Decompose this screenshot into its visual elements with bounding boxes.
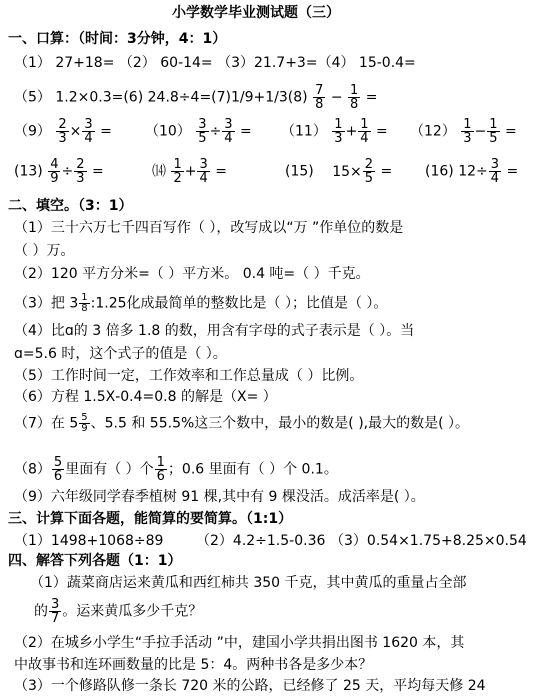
calc-item-1: （1）1498+1068÷89 <box>14 533 164 549</box>
equals-sign: = <box>100 123 112 140</box>
item-number: （12） <box>410 123 456 140</box>
equals-sign: = <box>506 163 519 180</box>
operator: + <box>184 163 197 180</box>
equals-sign: = <box>215 163 227 180</box>
fill-q8-prefix: （8） <box>14 461 51 478</box>
oral-row-1: （1） 27+18= （2） 60-14= （3）21.7+3=（4） 15-0.4= <box>14 55 416 71</box>
oral-item-10 <box>145 118 252 145</box>
fill-q3 <box>14 293 387 314</box>
fraction: $\frac{3}{7}$ <box>51 597 60 626</box>
fraction: $\frac{1}{8}$ <box>350 83 359 112</box>
item-number: (16) <box>425 163 454 180</box>
solve-p1-line-1: （1）蔬菜商店运来黄瓜和西红柿共 350 千克，其中黄瓜的重量占全部 <box>30 575 467 591</box>
operator: × <box>69 123 82 140</box>
oral-row-2-text: （5） 1.2×0.3=(6) 24.8÷4=(7)1/9+1/3(8) <box>14 89 308 106</box>
equals-sign: = <box>240 123 252 140</box>
item-number: （9） <box>14 123 51 140</box>
fill-q4-line-1: （4）比ɑ的 3 倍多 1.8 的数，用含有字母的式子表示是（ ）。当 <box>14 323 415 339</box>
fill-q6: （6）方程 1.5Ⅹ-0.4=0.8 的解是（Ⅹ= ） <box>14 389 277 405</box>
operator: − <box>474 123 487 140</box>
fraction: $\frac{2}{5}$ <box>364 157 374 186</box>
fill-q5: （5）工作时间一定，工作效率和工作总量成（ ）比例。 <box>14 368 364 384</box>
item-number: (15) <box>285 163 314 180</box>
solve-p1-suffix: 。运来黄瓜多少千克？ <box>62 603 203 620</box>
fill-q3-prefix: （3）把 3 <box>14 295 79 312</box>
item-number: ⒁ <box>152 163 166 180</box>
operator: + <box>345 123 358 140</box>
fraction: $\frac{3}{4}$ <box>84 117 93 146</box>
fraction: $\frac{2}{3}$ <box>76 157 85 186</box>
fraction: $\frac{1}{3}$ <box>463 117 472 146</box>
fraction: $\frac{1}{4}$ <box>360 117 369 146</box>
section-heading-fill: 二、填空。（3：1） <box>8 198 133 214</box>
operator: − <box>330 89 343 106</box>
oral-item-15 <box>285 158 392 185</box>
fill-q7-prefix: （7）在 5 <box>14 415 79 432</box>
fraction: $\frac{1}{6}$ <box>156 455 165 484</box>
fraction: $\frac{5}{6}$ <box>53 455 63 484</box>
expression-prefix: 12÷ <box>458 163 488 180</box>
item-number: （10） <box>145 123 191 140</box>
fill-q7 <box>14 413 469 434</box>
fill-q4-line-2: ɑ=5.6 时，这个式子的值是（ ）。 <box>14 346 227 362</box>
fill-q8 <box>14 456 338 483</box>
fraction: $\frac{3}{4}$ <box>199 157 208 186</box>
oral-item-11 <box>281 118 388 145</box>
fraction: $\frac{1}{2}$ <box>173 157 182 186</box>
expression-prefix: 15× <box>332 163 362 180</box>
fraction: $\frac{3}{5}$ <box>198 117 207 146</box>
page-title: 小学数学毕业测试题（三） <box>172 5 340 21</box>
fill-q7-suffix: 、5.5 和 55.5%这三个数中，最小的数是( ),最大的数是( ）。 <box>90 415 470 432</box>
fill-q3-suffix: :1.25化成最简单的整数比是（ ）；比值是（ ）。 <box>90 295 388 312</box>
fraction: $\frac{5}{9}$ <box>81 412 88 434</box>
equals-sign: = <box>365 89 378 106</box>
fraction: $\frac{1}{5}$ <box>489 117 498 146</box>
calc-item-2: （2）4.2÷1.5-0.36 <box>196 533 326 549</box>
fraction: $\frac{3}{4}$ <box>490 157 500 186</box>
fill-q9: （9）六年级同学春季植树 91 棵,其中有 9 棵没活。成活率是( ）。 <box>14 489 425 505</box>
solve-p1-line-2 <box>34 598 202 625</box>
item-number: （11） <box>281 123 327 140</box>
equals-sign: = <box>505 123 517 140</box>
oral-item-16 <box>425 158 518 185</box>
fraction: $\frac{1}{3}$ <box>334 117 343 146</box>
fill-q8-middle: 里面有（ ）个 <box>65 461 154 478</box>
section-heading-oral: 一、口算：（时间：3分钟，4：1） <box>8 31 227 47</box>
fill-q2: （2）120 平方分米=（ ）平方米。 0.4 吨=（ ）千克。 <box>14 266 370 282</box>
solve-p2-line-1: （2）在城乡小学生“手拉手活动 ”中，建国小学共捐出图书 1620 本，其 <box>14 635 465 651</box>
section-heading-solve: 四、解答下列各题（1：1） <box>8 553 182 569</box>
fraction: $\frac{4}{9}$ <box>50 157 59 186</box>
solve-p2-line-2: 中故事书和连环画数量的比是 5：4。两种书各是多少本？ <box>14 657 373 673</box>
oral-item-9 <box>14 118 112 145</box>
oral-item-14 <box>152 158 227 185</box>
equals-sign: = <box>376 123 388 140</box>
item-number: (13) <box>14 163 43 180</box>
solve-p1-prefix: 的 <box>34 603 48 620</box>
operator: ÷ <box>61 163 74 180</box>
section-heading-calc: 三、计算下面各题，能简算的要简算。（1:1） <box>8 511 293 527</box>
fill-q8-suffix: ；0.6 里面有（ ）个 0.1。 <box>167 461 338 478</box>
operator: ÷ <box>209 123 222 140</box>
equals-sign: = <box>380 163 393 180</box>
fraction: $\frac{2}{3}$ <box>58 117 67 146</box>
fill-q1-line-2: （ ）万。 <box>14 243 75 259</box>
oral-item-13 <box>14 158 104 185</box>
oral-item-12 <box>410 118 517 145</box>
equals-sign: = <box>91 163 104 180</box>
fraction: $\frac{1}{8}$ <box>81 292 88 314</box>
fraction: $\frac{3}{4}$ <box>224 117 233 146</box>
solve-p3-line-1: （3）一个修路队修一条长 720 米的公路，已经修了 25 天，平均每天修 24 <box>14 678 486 694</box>
oral-row-2 <box>14 84 377 111</box>
fill-q1-line-1: （1）三十六万七千四百写作（ ），改写成以“万 ”作单位的数是 <box>14 220 404 236</box>
fraction: $\frac{7}{8}$ <box>315 83 324 112</box>
calc-item-3: （3）0.54×1.75+8.25×0.54 <box>330 533 527 549</box>
